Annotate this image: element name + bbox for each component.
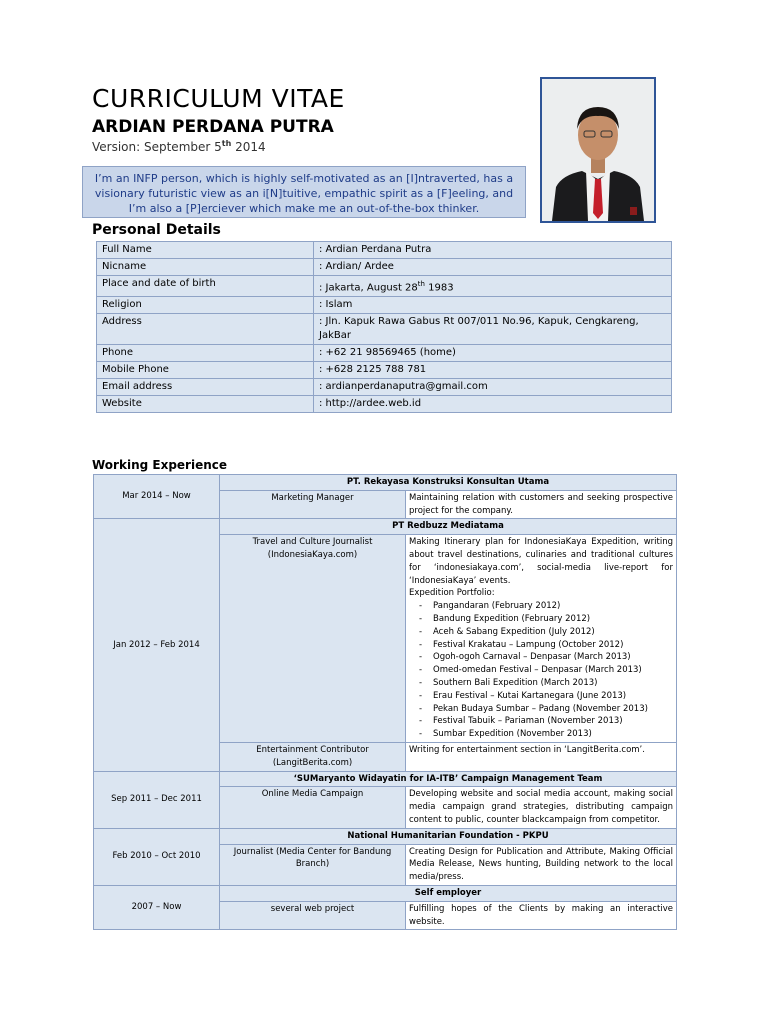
organization-cell: National Humanitarian Foundation - PKPU (220, 828, 677, 844)
row-label: Mobile Phone (97, 362, 314, 379)
role-cell: Journalist (Media Center for Bandung Branch) (220, 844, 406, 885)
table-row (97, 297, 672, 314)
row-label: Full Name (97, 242, 314, 259)
personality-summary: I’m an INFP person, which is highly self-motivated as an [I]ntraverted, has a visionary futuristic view as an i[N]tuitive, empathic spirit as a [F]eeling, and I’m also a [P]erciever which make me an out-of-the-box thinker. (82, 166, 526, 218)
list-item: - Bandung Expedition (February 2012) (409, 613, 673, 626)
table-row (94, 519, 677, 535)
role-cell: several web project (220, 901, 406, 930)
email-value[interactable]: : ardianperdanaputra@gmail.com (314, 379, 672, 396)
table-row (97, 314, 672, 345)
personal-details-table (96, 241, 672, 413)
description-cell: Fulfilling hopes of the Clients by making an interactive website. (406, 901, 677, 930)
row-value: : Ardian/ Ardee (314, 259, 672, 276)
organization-cell: Self employer (220, 885, 677, 901)
table-row (94, 771, 677, 787)
version-line: Version: September 5th 2014 (92, 139, 266, 154)
period-cell: 2007 – Now (94, 885, 220, 929)
list-item: - Aceh & Sabang Expedition (July 2012) (409, 626, 673, 639)
role-cell: Entertainment Contributor (LangitBerita.com) (220, 742, 406, 771)
website-link[interactable]: : http://ardee.web.id (314, 396, 672, 413)
table-row (97, 362, 672, 379)
description-cell: Writing for entertainment section in ‘LangitBerita.com’. (406, 742, 677, 771)
working-experience-table (93, 474, 677, 930)
description-cell: Maintaining relation with customers and seeking prospective project for the company. (406, 490, 677, 519)
period-cell: Sep 2011 – Dec 2011 (94, 771, 220, 828)
organization-cell: PT Redbuzz Mediatama (220, 519, 677, 535)
row-label: Nicname (97, 259, 314, 276)
list-item: - Ogoh-ogoh Carnaval – Denpasar (March 2013) (409, 651, 673, 664)
list-item: - Festival Krakatau – Lampung (October 2012) (409, 639, 673, 652)
organization-cell: ‘SUMaryanto Widayatin for IA-ITB’ Campaign Management Team (220, 771, 677, 787)
description-cell (406, 535, 677, 743)
working-experience-heading: Working Experience (92, 458, 228, 472)
list-item: - Omed-omedan Festival – Denpasar (March 2013) (409, 664, 673, 677)
candidate-name: ARDIAN PERDANA PUTRA (92, 117, 334, 137)
description-cell: Creating Design for Publication and Attribute, Making Official Media Release, News hunting, Building network to the local media/press. (406, 844, 677, 885)
portfolio-label: Expedition Portfolio: (409, 588, 495, 599)
table-row (97, 345, 672, 362)
row-label: Phone (97, 345, 314, 362)
row-label: Place and date of birth (97, 276, 314, 297)
row-value: : Jakarta, August 28th 1983 (314, 276, 672, 297)
period-cell: Feb 2010 – Oct 2010 (94, 828, 220, 885)
role-cell: Marketing Manager (220, 490, 406, 519)
row-value: : +628 2125 788 781 (314, 362, 672, 379)
table-row (97, 242, 672, 259)
list-item: - Pekan Budaya Sumbar – Padang (November 2013) (409, 703, 673, 716)
row-value: : Jln. Kapuk Rawa Gabus Rt 007/011 No.96, Kapuk, Cengkareng, JakBar (314, 314, 672, 345)
row-label: Email address (97, 379, 314, 396)
row-label: Website (97, 396, 314, 413)
role-cell: Online Media Campaign (220, 787, 406, 828)
table-row (97, 259, 672, 276)
list-item: - Festival Tabuik – Pariaman (November 2013) (409, 715, 673, 728)
list-item: - Pangandaran (February 2012) (409, 600, 673, 613)
role-cell: Travel and Culture Journalist (IndonesiaKaya.com) (220, 535, 406, 743)
list-item: - Sumbar Expedition (November 2013) (409, 728, 673, 741)
row-label: Religion (97, 297, 314, 314)
document-title: CURRICULUM VITAE (92, 84, 345, 113)
table-row (94, 828, 677, 844)
description-cell: Developing website and social media account, making social media campaign grand strategies, distributing campaign content to public, counter blackcampaign from competitor. (406, 787, 677, 828)
row-value: : Islam (314, 297, 672, 314)
personal-details-heading: Personal Details (92, 222, 221, 238)
portfolio-list (409, 600, 673, 741)
table-row (97, 396, 672, 413)
list-item: - Erau Festival – Kutai Kartanegara (June 2013) (409, 690, 673, 703)
list-item: - Southern Bali Expedition (March 2013) (409, 677, 673, 690)
row-value: : Ardian Perdana Putra (314, 242, 672, 259)
row-label: Address (97, 314, 314, 345)
period-cell: Mar 2014 – Now (94, 475, 220, 519)
profile-photo (540, 77, 656, 223)
description-text: Making Itinerary plan for IndonesiaKaya Expedition, writing about travel destinations, culinaries and traditional cultures for ‘indonesiakaya.com’, social-media live-report for ‘IndonesiaKaya’ events. (409, 537, 673, 586)
row-value: : +62 21 98569465 (home) (314, 345, 672, 362)
table-row (94, 475, 677, 491)
period-cell: Jan 2012 – Feb 2014 (94, 519, 220, 771)
table-row (94, 885, 677, 901)
table-row (97, 379, 672, 396)
organization-cell: PT. Rekayasa Konstruksi Konsultan Utama (220, 475, 677, 491)
table-row (97, 276, 672, 297)
